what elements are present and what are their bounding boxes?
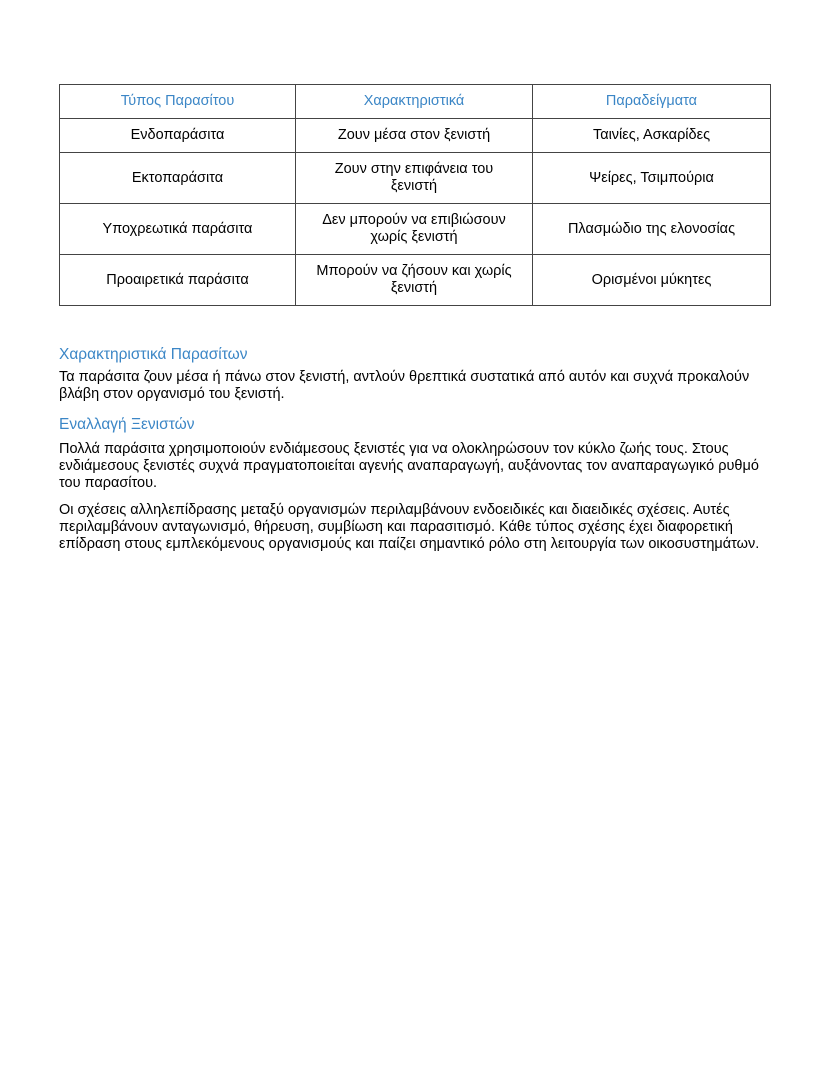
cell-parasite-type: Εκτοπαράσιτα [60,153,296,204]
cell-parasite-type: Ενδοπαράσιτα [60,119,296,153]
paragraph-characteristics: Τα παράσιτα ζουν μέσα ή πάνω στον ξενιστή, αντλούν θρεπτικά συστατικά από αυτόν και συχνά προκαλούν βλάβη στον οργανισμό του ξενιστή. [59,369,750,402]
document-page [59,84,770,553]
cell-examples: Ψείρες, Τσιμπούρια [533,153,771,204]
table-row [60,153,771,204]
section-heading-host-alternation: Εναλλαγή Ξενιστών [59,416,195,433]
table-header-row [60,85,771,119]
cell-characteristics: Μπορούν να ζήσουν και χωρίς ξενιστή [296,255,533,306]
cell-characteristics: Ζουν μέσα στον ξενιστή [296,119,533,153]
cell-parasite-type: Υποχρεωτικά παράσιτα [60,204,296,255]
parasite-types-table [59,84,771,306]
cell-parasite-type: Προαιρετικά παράσιτα [60,255,296,306]
table-row [60,119,771,153]
cell-characteristics: Δεν μπορούν να επιβιώσουν χωρίς ξενιστή [296,204,533,255]
table-row [60,204,771,255]
header-examples: Παραδείγματα [533,85,771,119]
paragraph-host-alternation: Πολλά παράσιτα χρησιμοποιούν ενδιάμεσους ξενιστές για να ολοκληρώσουν τον κύκλο ζωής τους. Στους ενδιάμεσους ξενιστές συχνά πραγματοποιείται αγενής αναπαραγωγή, αυξάνοντας τον αναπαραγωγικό ρυθμό του παρασίτου. [59,441,759,491]
cell-examples: Ταινίες, Ασκαρίδες [533,119,771,153]
cell-examples: Ορισμένοι μύκητες [533,255,771,306]
cell-examples: Πλασμώδιο της ελονοσίας [533,204,771,255]
paragraph-interactions: Οι σχέσεις αλληλεπίδρασης μεταξύ οργανισμών περιλαμβάνουν ενδοειδικές και διαειδικές σχέσεις. Αυτές περιλαμβάνουν ανταγωνισμό, θήρευση, συμβίωση και παρασιτισμό. Κάθε τύπος σχέσης έχει διαφορετική επίδραση στους εμπλεκόμενους οργανισμούς και παίζει σημαντικό ρόλο στη λειτουργία των οικοσυστημάτων. [59,502,760,552]
section-heading-characteristics: Χαρακτηριστικά Παρασίτων [59,346,248,363]
table-row [60,255,771,306]
header-characteristics: Χαρακτηριστικά [296,85,533,119]
header-parasite-type: Τύπος Παρασίτου [60,85,296,119]
cell-characteristics: Ζουν στην επιφάνεια του ξενιστή [296,153,533,204]
